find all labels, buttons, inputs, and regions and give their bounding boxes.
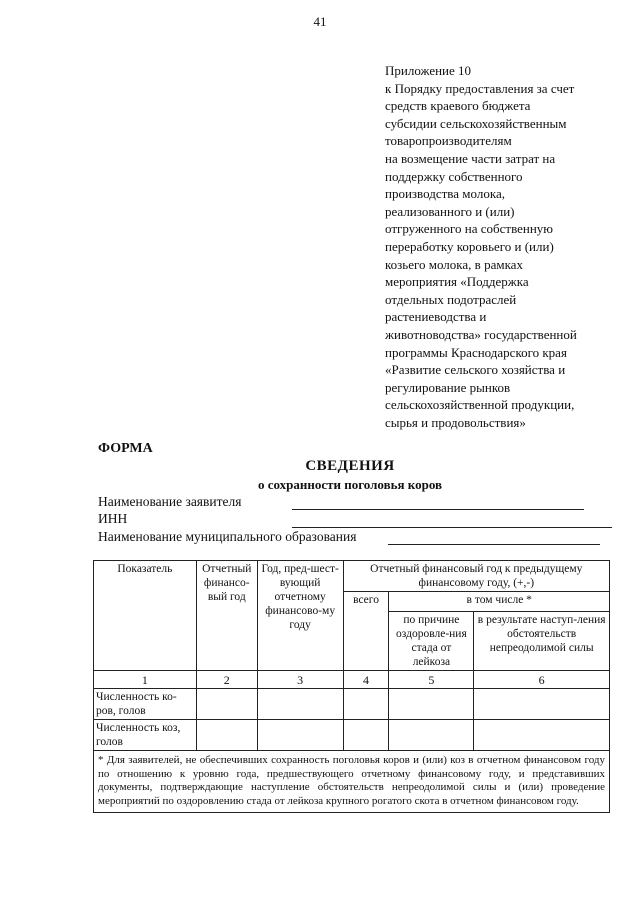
header-reporting-year: Отчетный финансо-вый год [196,561,257,671]
value-cell[interactable] [389,689,474,720]
row-label-goats: Численность коз, голов [94,720,197,751]
appendix-line: животноводства» государственной [385,326,577,342]
appendix-line: регулирование рынков [385,379,511,395]
header-total: всего [343,592,389,671]
value-cell[interactable] [474,720,610,751]
appendix-block [385,62,625,431]
table-row [94,720,610,751]
applicant-name-label: Наименование заявителя [98,494,242,509]
value-cell[interactable] [257,720,343,751]
appendix-line: поддержку собственного [385,168,523,184]
appendix-line: реализованного и (или) [385,203,515,219]
column-number: 4 [343,671,389,689]
value-cell[interactable] [343,720,389,751]
applicant-name-input-line[interactable] [292,509,584,510]
appendix-line: средств краевого бюджета [385,98,531,114]
value-cell[interactable] [196,720,257,751]
appendix-line: мероприятия «Поддержка [385,274,529,290]
municipality-label: Наименование муниципального образования [98,529,357,544]
value-cell[interactable] [474,689,610,720]
value-cell[interactable] [389,720,474,751]
column-number: 3 [257,671,343,689]
header-including: в том числе * [389,592,610,612]
appendix-line: Приложение 10 [385,63,472,78]
appendix-line: отгруженного на собственную [385,221,554,237]
appendix-line: растениеводства и [385,309,487,325]
inn-label: ИНН [98,511,128,526]
appendix-line: к Порядку предоставления за счет [385,80,575,96]
appendix-line: переработку коровьего и (или) [385,238,554,254]
value-cell[interactable] [196,689,257,720]
appendix-line: товаропроизводителям [385,133,512,149]
appendix-line: сырья и продовольствия» [385,414,526,430]
column-number: 5 [389,671,474,689]
header-indicator: Показатель [94,561,197,671]
appendix-line: субсидии сельскохозяйственным [385,115,567,131]
appendix-line: программы Краснодарского края [385,344,567,360]
appendix-line: отдельных подотраслей [385,291,517,307]
table-footnote: * Для заявителей, не обеспечивших сохранность поголовья коров и (или) коз в отчетном финансовом году по отношению к уровню года, предшествующего отчетному финансовому году, и представивших документы, подтверждающие наступление обстоятельств непреодолимой силы и (или) проведение мероприятий по оздоровлению стада от лейкоза крупного рогатого скота в отчетном финансовом году. [94,751,610,813]
appendix-line: «Развитие сельского хозяйства и [385,362,566,378]
appendix-line: сельскохозяйственной продукции, [385,397,575,413]
form-label: ФОРМА [98,441,153,456]
header-previous-year: Год, пред-шест-вующий отчетному финансово-му году [257,561,343,671]
municipality-input-line[interactable] [388,544,600,545]
appendix-line: производства молока, [385,186,505,202]
header-force-majeure: в результате наступ-ления обстоятельств непреодолимой силы [474,612,610,671]
appendix-line: козьего молока, в рамках [385,256,523,272]
column-number: 2 [196,671,257,689]
inn-input-line[interactable] [292,527,612,528]
column-number: 1 [94,671,197,689]
document-title: СВЕДЕНИЯ [305,458,395,474]
table-row [94,689,610,720]
value-cell[interactable] [257,689,343,720]
livestock-table [93,560,610,813]
document-subtitle: о сохранности поголовья коров [257,477,443,492]
appendix-line: на возмещение части затрат на [385,150,556,166]
column-number: 6 [474,671,610,689]
value-cell[interactable] [343,689,389,720]
page-number: 41 [313,14,327,29]
row-label-cows: Численность ко-ров, голов [94,689,197,720]
header-change-group: Отчетный финансовый год к предыдущему финансовому году, (+,-) [343,561,609,592]
header-leukosis: по причине оздоровле-ния стада от лейкоза [389,612,474,671]
